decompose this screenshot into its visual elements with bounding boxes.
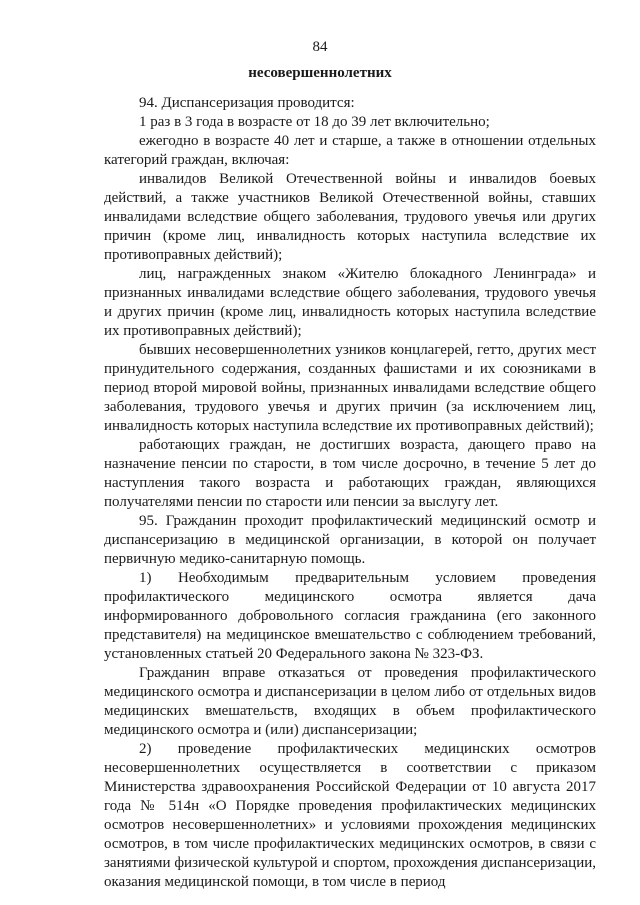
paragraph: 95. Гражданин проходит профилактический медицинский осмотр и диспансеризацию в медицинской организации, в которой он получает первичную медико-санитарную помощь. (104, 513, 596, 567)
paragraph: 1 раз в 3 года в возрасте от 18 до 39 лет включительно; (139, 114, 490, 130)
paragraph: инвалидов Великой Отечественной войны и инвалидов боевых действий, а также участников Великой Отечественной войны, ставших инвалидами вследствие общего заболевания, трудового увечья или других причин (кроме лиц, инвалидность которых наступила вследствие их противоправных действий); (104, 171, 596, 263)
paragraph: 94. Диспансеризация проводится: (139, 95, 355, 111)
paragraph: лиц, награжденных знаком «Жителю блокадного Ленинграда» и признанных инвалидами вследствие общего заболевания, трудового увечья и других причин (кроме лиц, инвалидность которых наступила вследствие их противоправных действий); (104, 266, 596, 339)
document-body (104, 94, 596, 892)
page-number: 84 (312, 39, 328, 55)
paragraph: работающих граждан, не достигших возраста, дающего право на назначение пенсии по старости, в том числе досрочно, в течение 5 лет до наступления такого возраста и работающих граждан, являющихся получателями пенсии по старости или пенсии за выслугу лет. (104, 437, 596, 510)
paragraph: Гражданин вправе отказаться от проведения профилактического медицинского осмотра и диспансеризации в целом либо от отдельных видов медицинских вмешательств, входящих в объем профилактического медицинского осмотра и (или) диспансеризации; (104, 665, 596, 738)
section-heading: несовершеннолетних (248, 65, 392, 81)
paragraph: 1) Необходимым предварительным условием проведения профилактического медицинского осмотра является дача информированного добровольного согласия гражданина (его законного представителя) на медицинское вмешательство с соблюдением требований, установленных статьей 20 Федерального закона № 323-ФЗ. (104, 570, 596, 662)
paragraph: ежегодно в возрасте 40 лет и старше, а также в отношении отдельных категорий граждан, включая: (104, 133, 596, 168)
paragraph: 2) проведение профилактических медицинских осмотров несовершеннолетних осуществляется в соответствии с приказом Министерства здравоохранения Российской Федерации от 10 августа 2017 года № 514н «О Порядке проведения профилактических медицинских осмотров несовершеннолетних» и условиями прохождения медицинских осмотров, в том числе профилактических медицинских осмотров, в связи с занятиями физической культурой и спортом, прохождения диспансеризации, оказания медицинской помощи, в том числе в период (104, 741, 596, 890)
paragraph: бывших несовершеннолетних узников концлагерей, гетто, других мест принудительного содержания, созданных фашистами и их союзниками в период второй мировой войны, признанных инвалидами вследствие общего заболевания, трудового увечья и других причин (за исключением лиц, инвалидность которых наступила вследствие их противоправных действий); (104, 342, 596, 434)
